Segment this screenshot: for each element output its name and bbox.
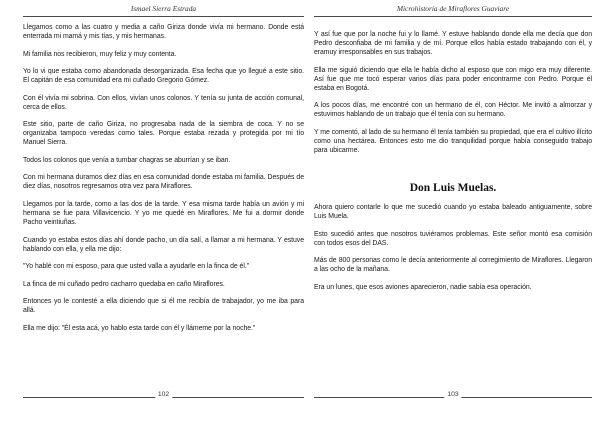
paragraph: Mi familia nos recibieron, muy feliz y muy contenta. [23, 50, 177, 58]
paragraph: "Yo hablé con mi esposo, para que usted valla a ayudarle en la finca de él." [23, 263, 250, 271]
header-rule [314, 16, 592, 17]
paragraph: Llegamos por la tarde, como a las dos de la tarde. Y esa misma tarde había un avión y mi hermana se fue para Villavicencio. Y yo me quedé en Miraflores. Me fui a dormir donde Pacho veintiuñas. [23, 200, 304, 227]
paragraph: Ella me siguió diciendo que ella le había dicho al esposo que con migo era muy diferente. Así fue que me tocó esperar varios días para poder encontrarme con Pedro. Porque él estaba en Bogotá. [314, 66, 592, 92]
page-number: 103 [444, 391, 461, 398]
left-page-body [23, 23, 304, 341]
paragraph: Llegamos como a las cuatro y media a caño Giriza donde vivía mi hermano. Donde está enterrada mi mamá y mis tías, y mis hermanas. [23, 24, 304, 41]
paragraph: Este sitio, parte de caño Giriza, no progresaba nada de la siembra de coca. Y no se organizaba tampoco veredas como tales. Porque estaba rezada y protegida por mi tío Manuel Sierra. [23, 121, 304, 147]
paragraph: Era un lunes, que esos aviones aparecieron, nadie sabía esa operación. [314, 283, 532, 291]
paragraph: Y me comentó, al lado de su hermano él tenía también su propiedad, que era el cultivo ilícito como una hectárea. Entonces esto me dio tranquilidad porque había conseguido trabajo para ubicarme. [314, 128, 592, 155]
paragraph: Esto sucedió antes que nosotros tuviéramos problemas. Este señor montó esa comisión con todos esos del DAS. [314, 230, 592, 247]
paragraph: Más de 800 personas como le decía anteriormente al corregimiento de Miraflores. Llegaron a las ocho de la mañana. [314, 257, 592, 274]
right-page [314, 0, 592, 426]
paragraph: Con mi hermana duramos diez días en esa comunidad donde estaba mi familia. Después de diez días, nosotros regresamos otra vez para Miraflores. [23, 174, 304, 191]
paragraph: Ella me dijo: "Él esta acá, yo hablo esta tarde con él y llámeme por la noche." [23, 324, 256, 332]
paragraph: Todos los colonos que venía a tumbar chagras se aburrían y se iban. [23, 156, 231, 164]
left-page [23, 0, 304, 426]
paragraph: Ahora quiero contarle lo que me sucedió cuando yo estaba baleado antiguamente, sobre Luis Muela. [314, 204, 592, 221]
paragraph: La finca de mi cuñado pedro cacharro quedaba en caño Miraflores. [23, 280, 225, 288]
paragraph: A los pocos días, me encontré con un hermano de él, con Héctor. Me invitó a almorzar y estuvimos hablando de un trabajo que él tenía con su hermano. [314, 102, 592, 119]
page-number: 102 [155, 391, 172, 398]
paragraph: Yo lo vi que estaba como abandonada desorganizada. Esa fecha que yo llegué a este sitio. El capitán de esa comunidad era mi cuñado Gregorio Gómez. [23, 68, 304, 85]
paragraph: Y así fue que por la noche fui y lo llamé. Y estuve hablando donde ella me decía que don Pedro desconfiaba de mi familia y de mí. Porque ellos había estado trabajando con él, y eramuy irresponsables en sus trabajos. [314, 31, 592, 57]
paragraph: Cuando yo estaba estos días ahí donde pacho, un día salí, a llamar a mi hermana. Y estuve hablando con ella, y ella me dijo: [23, 236, 304, 253]
paragraph: Entonces yo le contesté a ella diciendo que si él me recibía de trabajador, yo me iba para allá. [23, 298, 304, 315]
header-rule [23, 16, 304, 17]
running-head-author: Ismael Sierra Estrada [130, 4, 197, 13]
running-head-title: Microhistoria de Miraflores Guaviare [396, 4, 510, 13]
paragraph: Con él vivía mi sobrina. Con ellos, vivían unos colonos. Y tenía su junta de acción comunal, cerca de ellos. [23, 94, 304, 111]
right-page-body [314, 30, 592, 300]
section-title: Don Luis Muelas. [409, 182, 497, 195]
